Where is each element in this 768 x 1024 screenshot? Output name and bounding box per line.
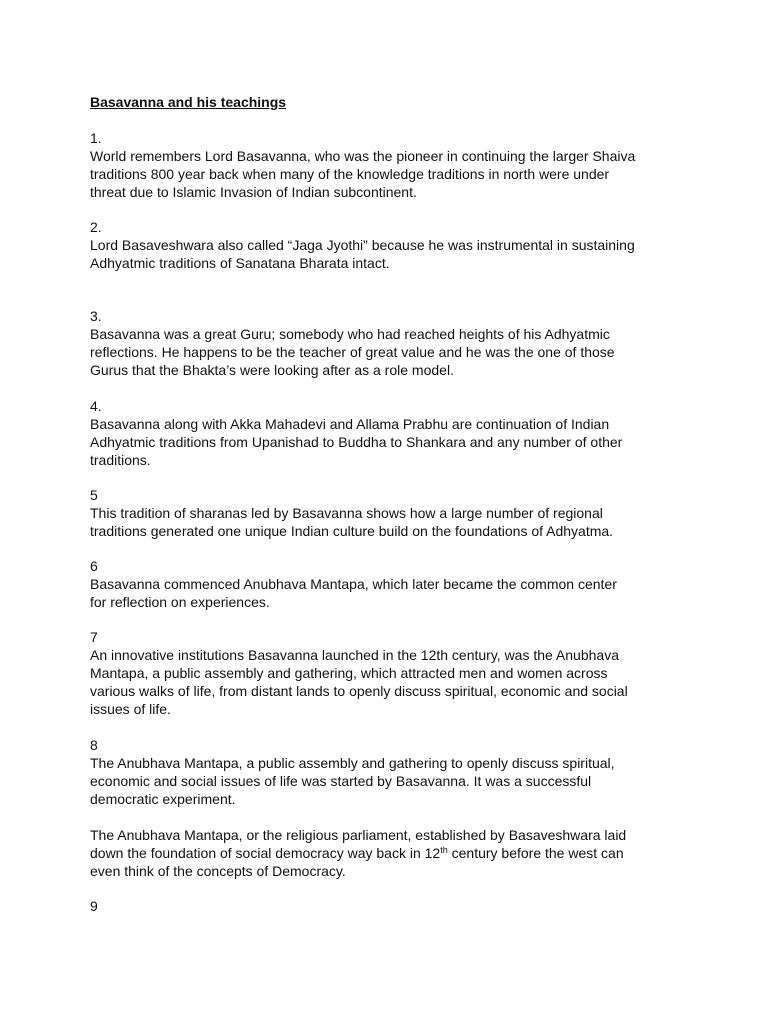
section-line: World remembers Lord Basavanna, who was the pioneer in continuing the larger Shaiva xyxy=(90,148,636,164)
section-line: Adhyatmic traditions of Sanatana Bharata intact. xyxy=(90,255,390,271)
line-text-before: down the foundation of social democracy way back in 12 xyxy=(90,845,441,861)
section-line: Gurus that the Bhakta’s were looking after as a role model. xyxy=(90,362,454,378)
section-number: 5 xyxy=(90,487,98,503)
section-line: for reflection on experiences. xyxy=(90,594,270,610)
section-number: 7 xyxy=(90,629,98,645)
section-line: Lord Basaveshwara also called “Jaga Jyothi” because he was instrumental in sustaining xyxy=(90,237,635,253)
section-number: 9 xyxy=(90,898,98,914)
section-line: economic and social issues of life was started by Basavanna. It was a successful xyxy=(90,773,592,789)
section-line: This tradition of sharanas led by Basavanna shows how a large number of regional xyxy=(90,505,603,521)
section-line: The Anubhava Mantapa, or the religious parliament, established by Basaveshwara laid xyxy=(90,827,627,843)
section-line: Basavanna along with Akka Mahadevi and Allama Prabhu are continuation of Indian xyxy=(90,416,610,432)
section-line: threat due to Islamic Invasion of Indian subcontinent. xyxy=(90,184,417,200)
section-line: reflections. He happens to be the teacher of great value and he was the one of those xyxy=(90,344,615,360)
section-line: The Anubhava Mantapa, a public assembly and gathering to openly discuss spiritual, xyxy=(90,755,615,771)
section-9 xyxy=(90,897,690,915)
section-line: issues of life. xyxy=(90,701,171,717)
section-number: 1. xyxy=(90,130,102,146)
section-4 xyxy=(90,397,690,469)
section-3 xyxy=(90,307,690,379)
section-7 xyxy=(90,628,690,718)
section-line: traditions generated one unique Indian culture build on the foundations of Adhyatma. xyxy=(90,523,614,539)
section-8-paragraph-2 xyxy=(90,826,690,880)
section-line: traditions 800 year back when many of the knowledge traditions in north were under xyxy=(90,166,610,182)
section-number: 4. xyxy=(90,398,102,414)
section-line: even think of the concepts of Democracy. xyxy=(90,863,346,879)
section-line: Basavanna was a great Guru; somebody who had reached heights of his Adhyatmic xyxy=(90,326,610,342)
section-5 xyxy=(90,486,690,540)
section-line: democratic experiment. xyxy=(90,791,236,807)
line-text-after: century before the west can xyxy=(447,845,624,861)
section-line: traditions. xyxy=(90,452,151,468)
section-line: Adhyatmic traditions from Upanishad to Buddha to Shankara and any number of other xyxy=(90,434,623,450)
section-line: An innovative institutions Basavanna launched in the 12th century, was the Anubhava xyxy=(90,647,619,663)
section-line: Mantapa, a public assembly and gathering, which attracted men and women across xyxy=(90,665,608,681)
section-number: 8 xyxy=(90,737,98,753)
document-title: Basavanna and his teachings xyxy=(90,94,287,110)
section-line-with-superscript xyxy=(90,844,690,862)
section-8 xyxy=(90,736,690,808)
section-6 xyxy=(90,557,690,611)
section-number: 2. xyxy=(90,219,102,235)
superscript-ordinal: th xyxy=(440,845,448,855)
section-2 xyxy=(90,218,690,272)
section-line: various walks of life, from distant lands to openly discuss spiritual, economic and social xyxy=(90,683,628,699)
section-number: 3. xyxy=(90,308,102,324)
section-line: Basavanna commenced Anubhava Mantapa, which later became the common center xyxy=(90,576,617,592)
section-number: 6 xyxy=(90,558,98,574)
section-1 xyxy=(90,129,690,201)
